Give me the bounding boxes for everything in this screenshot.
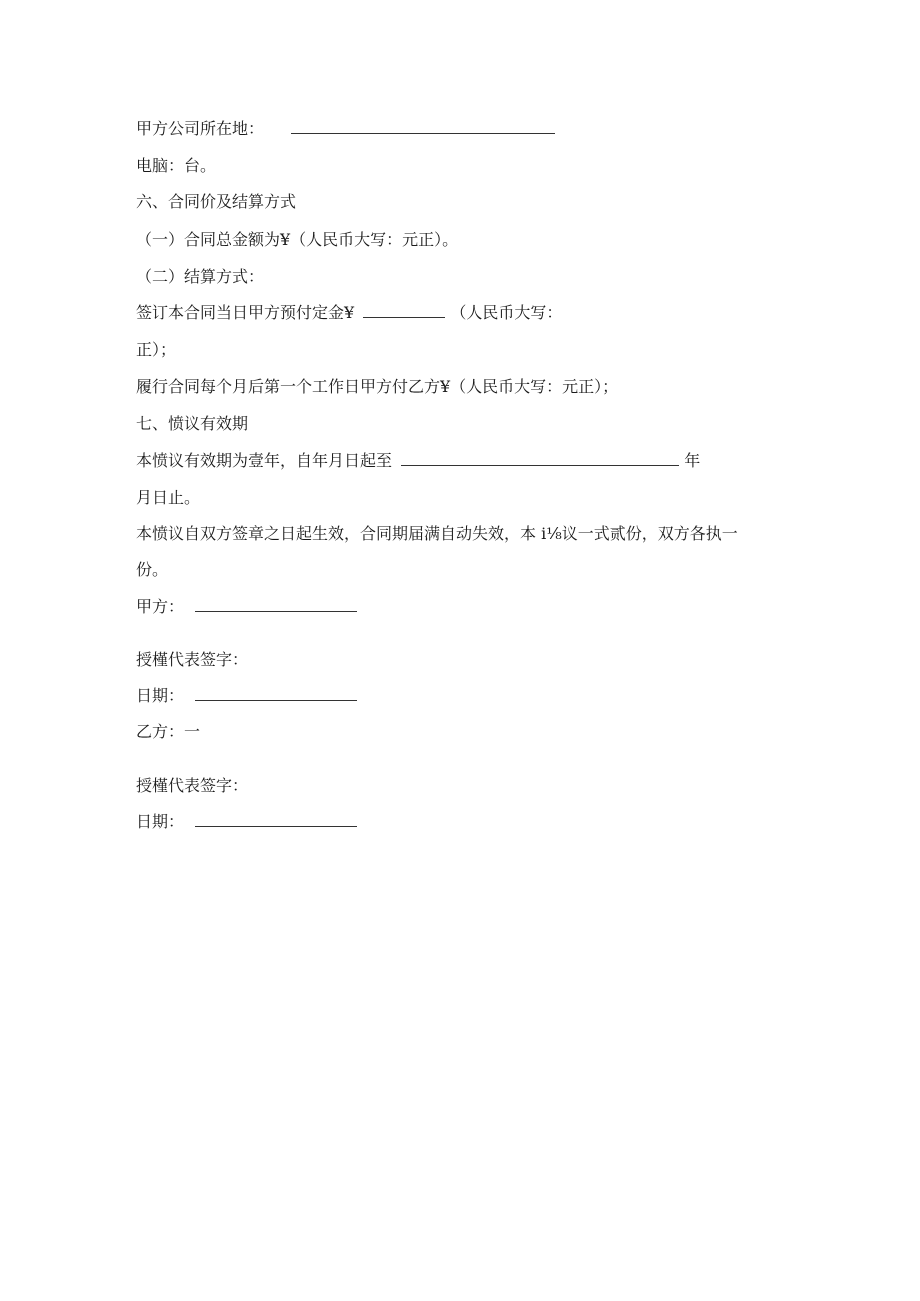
validity-end-blank (401, 451, 679, 466)
total-amount-line: （一）合同总金额为¥（人民币大写：元正）。 (136, 230, 459, 249)
party-b-line: 乙方：一 (136, 722, 201, 741)
deposit-text: 签订本合同当日甲方预付定金¥ (136, 303, 355, 322)
validity-period-text: 本愤议有效期为壹年，自年月日起至 (136, 451, 393, 470)
deposit-line-end: 正）； (136, 340, 177, 359)
party-b-date-line (136, 812, 357, 832)
party-a-address-line (136, 119, 555, 139)
deposit-uppercase-label: （人民币大写： (450, 303, 563, 322)
party-b-signature-line: 授槿代表签字： (136, 776, 249, 795)
party-a-date-line (136, 686, 357, 706)
party-a-line (136, 597, 357, 617)
party-a-label: 甲方： (136, 597, 185, 616)
section-six-heading: 六、合同价及结算方式 (136, 192, 297, 211)
party-a-address-label: 甲方公司所在地： (136, 119, 265, 138)
party-a-date-label: 日期： (136, 686, 185, 705)
validity-period-line (136, 451, 700, 471)
validity-end-line: 月日止。 (136, 488, 201, 507)
computer-count-line: 电脑：台。 (136, 156, 217, 175)
deposit-amount-blank (363, 303, 445, 318)
settlement-method-line: （二）结算方式： (136, 267, 265, 286)
section-seven-heading: 七、愤议有效期 (136, 414, 249, 433)
party-a-blank (195, 597, 357, 612)
effectiveness-clause: 本愤议自双方签章之日起生效，合同期届满自动失效，本 i⅛议一式贰份，双方各执一 (136, 524, 738, 543)
monthly-payment-line: 履行合同每个月后第一个工作日甲方付乙方¥（人民币大写：元正）； (136, 377, 619, 396)
party-a-signature-line: 授槿代表签字： (136, 650, 249, 669)
party-b-date-label: 日期： (136, 812, 185, 831)
validity-year-label: 年 (684, 451, 701, 470)
party-b-date-blank (195, 812, 357, 827)
deposit-line (136, 303, 562, 323)
party-a-date-blank (195, 686, 357, 701)
effectiveness-clause-end: 份。 (136, 560, 169, 579)
party-a-address-blank (291, 119, 555, 134)
